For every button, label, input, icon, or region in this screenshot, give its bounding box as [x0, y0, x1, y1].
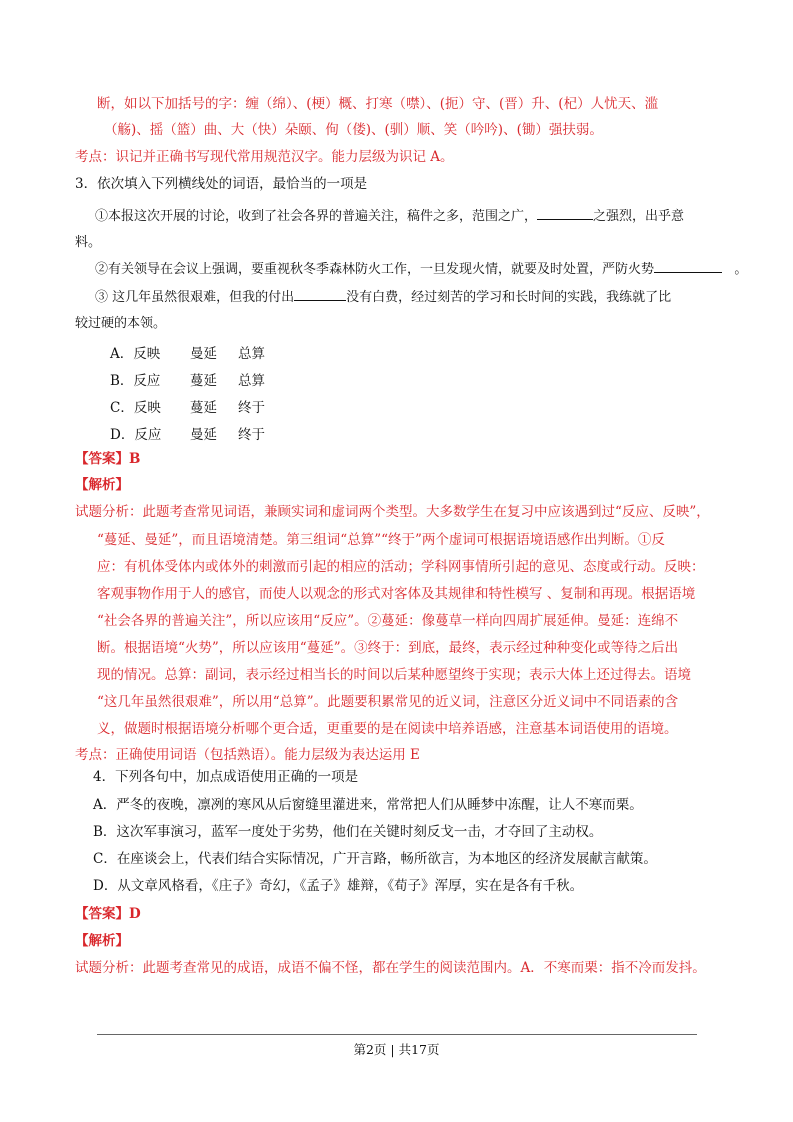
q3-analysis-line: “这几年虽然很艰难”，所以用“总算”。此题要积累常见的近义词，注意区分近义词中不同语素的含 [97, 694, 679, 710]
q4-option-c: C．在座谈会上，代表们结合实际情况，广开言路，畅所欲言，为本地区的经济发展献言献策。 [93, 851, 657, 867]
q3-kaodian: 考点：正确使用词语（包括熟语）。能力层级为表达运用 E [75, 747, 420, 763]
q3-s3-text-b: 没有白费，经过刻苦的学习和长时间的实践，我练就了比 [346, 290, 672, 305]
q3-sentence-3-cont: 较过硬的本领。 [75, 316, 167, 331]
q3-blank-2 [654, 260, 722, 273]
q3-option-d: D．反应 曼延 终于 [110, 427, 265, 443]
q2-explanation-line-2: （觞)、摇（篮）曲、大（快）朵颐、佝（偻)、(驯）顺、笑（吟吟)、(锄）强扶弱。 [104, 122, 603, 138]
q4-answer-label: 【答案】 [75, 906, 129, 922]
q3-blank-3 [294, 288, 346, 301]
q3-option-b: B．反应 蔓延 总算 [110, 373, 265, 389]
q3-answer-value: B [129, 451, 141, 467]
q4-option-a: A．严冬的夜晚，凛冽的寒风从后窗缝里灌进来，常常把人们从睡梦中冻醒，让人不寒而栗。 [93, 797, 643, 813]
q3-answer [75, 450, 140, 468]
q3-s2-text-b: 。 [734, 262, 748, 277]
q3-analysis-label: 【解析】 [75, 477, 129, 493]
q3-analysis-line: “社会各界的普遍关注”，所以应该用“反应”。②蔓延：像蔓草一样向四周扩展延伸。曼延：连绵不 [97, 613, 679, 629]
q3-analysis-line: 应：有机体受体内或体外的刺激而引起的相应的活动；学科网事情所引起的意见、态度或行动。反映： [97, 559, 705, 575]
q4-answer-value: D [129, 906, 141, 922]
q3-stem: 3．依次填入下列横线处的词语，最恰当的一项是 [75, 176, 368, 192]
q3-s1-text-a: ①本报这次开展的讨论，收到了社会各界的普遍关注，稿件之多，范围之广， [95, 209, 538, 224]
q3-analysis-line: 客观事物作用于人的感官，而使人以观念的形式对客体及其规律和特性模写 、复制和再现。根据语境 [97, 586, 696, 602]
q3-sentence-1 [95, 207, 684, 226]
q3-sentence-1-cont: 料。 [75, 235, 102, 250]
q3-s1-text-b: 之强烈，出乎意 [593, 209, 685, 224]
q4-answer [75, 905, 141, 923]
q3-option-c: C．反映 蔓延 终于 [110, 400, 265, 416]
footer-divider [97, 1034, 697, 1035]
q4-stem: 4．下列各句中，加点成语使用正确的一项是 [93, 769, 359, 785]
q2-kaodian: 考点：识记并正确书写现代常用规范汉字。能力层级为识记 A。 [75, 149, 454, 165]
q3-sentence-3 [95, 288, 671, 307]
q3-analysis-line: 试题分析：此题考查常见词语，兼顾实词和虚词两个类型。大多数学生在复习中应该遇到过“反应、反映”， [75, 504, 710, 520]
page-footer: 第2页 | 共17页 [353, 1042, 440, 1057]
q4-option-b: B．这次军事演习，蓝军一度处于劣势，他们在关键时刻反戈一击，才夺回了主动权。 [93, 824, 603, 840]
q3-analysis-line: 现的情况。总算：副词，表示经过相当长的时间以后某种愿望终于实现；表示大体上还过得去。语境 [97, 667, 691, 683]
q3-analysis-line: 断。根据语境“火势”，所以应该用“蔓延”。③终于：到底，最终，表示经过种种变化或等待之后出 [97, 640, 679, 656]
q3-analysis-line: “蔓延、曼延”，而且语境清楚。第三组词“总算”“终于”两个虚词可根据语境语感作出判断。①反 [97, 532, 665, 548]
q3-analysis-line: 义，做题时根据语境分析哪个更合适，更重要的是在阅读中培养语感，注意基本词语使用的语境。 [97, 721, 678, 737]
q3-s2-text-a: ②有关领导在会议上强调，要重视秋冬季森林防火工作，一旦发现火情，就要及时处置，严防火势 [95, 262, 655, 277]
q3-answer-label: 【答案】 [75, 451, 129, 467]
q4-analysis-line: 试题分析：此题考查常见的成语，成语不偏不怪，都在学生的阅读范围内。A．不寒而栗：指不冷而发抖。 [75, 960, 706, 976]
q2-explanation-line-1: 断，如以下加括号的字：缠（绵）、(梗）概、打寒（噤）、(扼）守、(晋）升、(杞）人忧天、滥 [97, 96, 659, 112]
q4-analysis-label: 【解析】 [75, 933, 129, 949]
q4-option-d: D．从文章风格看，《庄子》奇幻，《孟子》雄辩，《荀子》浑厚，实在是各有千秋。 [93, 878, 584, 894]
q3-option-a: A．反映 曼延 总算 [110, 346, 265, 362]
watermark [50, 558, 91, 631]
q3-blank-1 [537, 207, 593, 220]
q3-sentence-2 [95, 260, 747, 279]
q3-s3-text-a: ③ 这几年虽然很艰难，但我的付出 [95, 290, 295, 305]
